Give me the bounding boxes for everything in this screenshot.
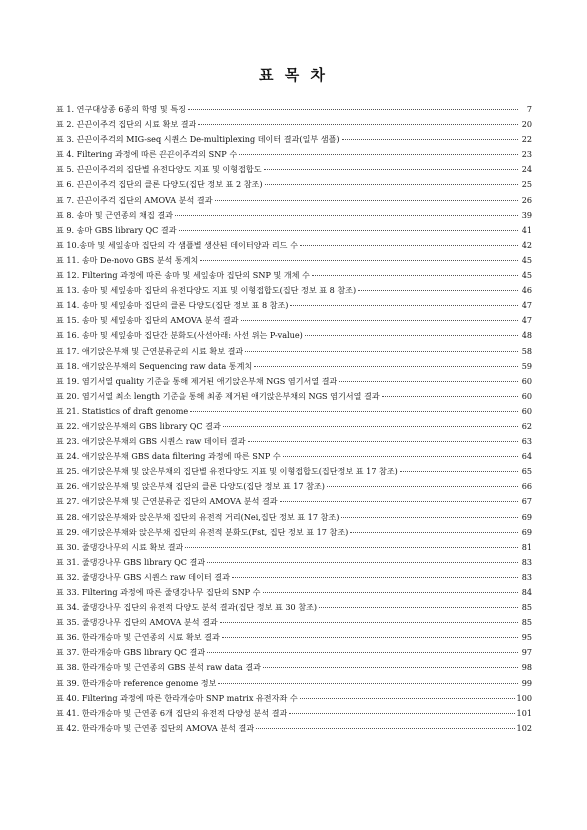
toc-entry-label: 표 29. 애기앉은부채와 앉은부채 집단의 유전적 분화도(Fst, 집단 정보 표 17 참조) [56, 526, 349, 537]
toc-entry-page-number: 45 [521, 254, 532, 265]
toc-entry-page-number: 42 [521, 239, 532, 250]
dot-leader [350, 532, 518, 533]
toc-entry-page-number: 97 [521, 647, 532, 658]
toc-entry-page-number: 25 [521, 179, 532, 190]
toc-entry-page-number: 60 [521, 390, 532, 401]
dot-leader [248, 441, 518, 442]
toc-entry-page-number: 67 [521, 496, 532, 507]
toc-entry-label: 표 34. 줄댕강나무 집단의 유전적 다양도 분석 결과(집단 정보 표 30 참조) [56, 602, 318, 613]
toc-entry-label: 표 22. 애기앉은부채의 GBS library QC 결과 [56, 420, 221, 431]
dot-leader [188, 109, 518, 110]
toc-entry-page-number: 46 [521, 285, 532, 296]
toc-entry [56, 193, 532, 208]
toc-entry-page-number: 99 [521, 677, 532, 688]
toc-entry [56, 238, 532, 253]
toc-entry-page-number: 100 [516, 692, 532, 703]
toc-entry-page-number: 59 [521, 360, 532, 371]
toc-entry [56, 691, 532, 706]
toc-entry-label: 표 20. 염기서열 최소 length 기준을 통해 최종 제거된 애기앉은부채의 NGS 염기서열 결과 [56, 390, 380, 401]
toc-entry-page-number: 26 [521, 194, 532, 205]
toc-entry-label: 표 36. 한라개승마 및 근연종의 시료 확보 결과 [56, 632, 220, 643]
toc-entry [56, 283, 532, 298]
toc-entry [56, 464, 532, 479]
toc-entry-page-number: 47 [521, 300, 532, 311]
toc-entry-page-number: 85 [521, 602, 532, 613]
dot-leader [207, 652, 518, 653]
toc-entry-label: 표 17. 애기앉은부채 및 근연분류군의 시료 확보 결과 [56, 345, 244, 356]
toc-entry [56, 313, 532, 328]
toc-entry-label: 표 15. 송마 및 세잎송마 집단의 AMOVA 분석 결과 [56, 315, 239, 326]
toc-entry-label: 표 33. Filtering 과정에 따른 줄댕강나무 집단의 SNP 수 [56, 587, 261, 597]
toc-entry [56, 117, 532, 132]
toc-entry-label: 표 6. 끈끈이주걱 집단의 클론 다양도(집단 정보 표 2 참조) [56, 179, 263, 190]
dot-leader [358, 290, 518, 291]
dot-leader [300, 245, 518, 246]
toc-entry [56, 615, 532, 630]
toc-entry-page-number: 101 [516, 707, 532, 718]
toc-entry [56, 645, 532, 660]
toc-entry-page-number: 24 [521, 164, 532, 175]
toc-entry-label: 표 3. 끈끈이주걱의 MIG-seq 시퀀스 De-multiplexing 데이터 결과(일부 샘플) [56, 134, 340, 145]
toc-entry-label: 표 32. 줄댕강나무 GBS 시퀀스 raw 데이터 결과 [56, 571, 230, 582]
dot-leader [198, 124, 518, 125]
dot-leader [319, 607, 518, 608]
toc-entry-page-number: 45 [521, 270, 532, 281]
toc-entry [56, 208, 532, 223]
dot-leader [190, 411, 518, 412]
dot-leader [239, 154, 518, 155]
toc-entry-page-number: 84 [521, 587, 532, 597]
dot-leader [185, 547, 518, 548]
toc-entry-label: 표 39. 한라개승마 reference genome 정보 [56, 677, 217, 688]
toc-entry [56, 434, 532, 449]
dot-leader [265, 184, 518, 185]
toc-entry-page-number: 69 [521, 526, 532, 537]
toc-entry-label: 표 13. 송마 및 세잎송마 집단의 유전다양도 지표 및 이형접합도(집단 정보 표 8 참조) [56, 285, 357, 296]
dot-leader [300, 698, 515, 699]
toc-entry-label: 표 16. 송마 및 세잎송마 집단간 분화도(사선아래: 사선 위는 P-value) [56, 330, 303, 341]
dot-leader [342, 139, 518, 140]
toc-entry-label: 표 19. 염기서열 quality 기준을 통해 제거된 애기앉은부채 NGS 염기서열 결과 [56, 375, 338, 386]
dot-leader [218, 683, 518, 684]
toc-entry [56, 268, 532, 283]
toc-entry [56, 162, 532, 177]
dot-leader [220, 622, 518, 623]
dot-leader [341, 517, 518, 518]
toc-entry [56, 706, 532, 721]
toc-entry-page-number: 22 [521, 134, 532, 145]
toc-entry-page-number: 98 [521, 662, 532, 673]
toc-entry [56, 570, 532, 585]
toc-entry [56, 389, 532, 404]
toc-entry-page-number: 81 [521, 541, 532, 552]
toc-entry-label: 표 30. 줄댕강나무의 시료 확보 결과 [56, 541, 184, 552]
toc-entry [56, 132, 532, 147]
toc-entry-page-number: 102 [516, 722, 532, 733]
dot-leader [215, 200, 518, 201]
dot-leader [305, 335, 518, 336]
toc-entry-page-number: 60 [521, 405, 532, 416]
toc-entry [56, 374, 532, 389]
toc-entry [56, 479, 532, 494]
toc-entry-page-number: 83 [521, 556, 532, 567]
dot-leader [280, 501, 518, 502]
toc-entry-label: 표 26. 애기앉은부채 및 앉은부채 집단의 클론 다양도(집단 정보 표 17 참조) [56, 481, 325, 492]
dot-leader [264, 169, 518, 170]
toc-entry [56, 253, 532, 268]
toc-entry-label: 표 10.송마 및 세잎송마 집단의 각 샘플별 생산된 데이터양과 리드 수 [56, 239, 298, 250]
toc-entry-page-number: 62 [521, 420, 532, 431]
dot-leader [175, 215, 518, 216]
toc-entry [56, 555, 532, 570]
dot-leader [207, 562, 518, 563]
dot-leader [263, 592, 519, 593]
toc-entry [56, 630, 532, 645]
toc-entry-page-number: 58 [521, 345, 532, 356]
toc-entry [56, 298, 532, 313]
toc-entry [56, 328, 532, 343]
toc-entry [56, 585, 532, 600]
dot-leader [283, 456, 518, 457]
dot-leader [339, 381, 518, 382]
toc-entry-label: 표 18. 애기앉은부채의 Sequencing raw data 통계치 [56, 360, 253, 371]
toc-entry [56, 359, 532, 374]
dot-leader [256, 728, 514, 729]
toc-entry-label: 표 23. 애기앉은부채의 GBS 시퀀스 raw 데이터 결과 [56, 436, 246, 447]
toc-entry-page-number: 69 [521, 511, 532, 522]
dot-leader [382, 396, 518, 397]
toc-entry-page-number: 41 [521, 224, 532, 235]
toc-entry [56, 404, 532, 419]
toc-entry-label: 표 35. 줄댕강나무 집단의 AMOVA 분석 결과 [56, 617, 218, 628]
dot-leader [200, 260, 518, 261]
toc-entry-label: 표 8. 송마 및 근연종의 채집 결과 [56, 209, 173, 220]
table-of-contents [56, 102, 532, 736]
toc-entry [56, 344, 532, 359]
dot-leader [327, 486, 518, 487]
toc-entry-page-number: 95 [521, 632, 532, 643]
toc-entry [56, 600, 532, 615]
dot-leader [312, 275, 518, 276]
dot-leader [290, 305, 518, 306]
toc-entry-label: 표 2. 끈끈이주걱 집단의 시료 확보 결과 [56, 119, 197, 130]
toc-entry [56, 721, 532, 736]
toc-entry-label: 표 40. Filtering 과정에 따른 한라개승마 SNP matrix 유전자좌 수 [56, 692, 298, 703]
toc-entry-page-number: 66 [521, 481, 532, 492]
toc-entry-label: 표 14. 송마 및 세잎송마 집단의 클론 다양도(집단 정보 표 8 참조) [56, 300, 289, 311]
dot-leader [222, 637, 518, 638]
toc-entry-label: 표 27. 애기앉은부채 및 근연분류군 집단의 AMOVA 분석 결과 [56, 496, 278, 507]
toc-entry-label: 표 4. Filtering 과정에 따른 끈끈이주걱의 SNP 수 [56, 149, 238, 160]
toc-entry-label: 표 7. 끈끈이주걱 집단의 AMOVA 분석 결과 [56, 194, 213, 205]
toc-entry [56, 102, 532, 117]
toc-entry [56, 449, 532, 464]
dot-leader [223, 426, 518, 427]
toc-entry [56, 676, 532, 691]
dot-leader [241, 320, 519, 321]
toc-entry [56, 147, 532, 162]
toc-entry-label: 표 5. 끈끈이주걱의 집단별 유전다양도 지표 및 이형접합도 [56, 164, 262, 175]
dot-leader [245, 351, 518, 352]
toc-entry-label: 표 42. 한라개승마 및 근연종 집단의 AMOVA 분석 결과 [56, 722, 255, 733]
toc-entry-label: 표 12. Filtering 과정에 따른 송마 및 세잎송마 집단의 SNP 및 개체 수 [56, 270, 310, 281]
toc-entry [56, 660, 532, 675]
toc-entry [56, 419, 532, 434]
toc-entry-page-number: 20 [521, 119, 532, 130]
toc-entry [56, 223, 532, 238]
dot-leader [400, 471, 518, 472]
toc-entry-page-number: 65 [521, 466, 532, 477]
toc-entry-label: 표 11. 송마 De-novo GBS 분석 통계치 [56, 254, 199, 265]
toc-entry-label: 표 25. 애기앉은부채 및 앉은부채의 집단별 유전다양도 지표 및 이형접합도(집단정보 표 17 참조) [56, 466, 398, 477]
toc-entry-label: 표 1. 연구대상종 6종의 학명 및 특징 [56, 104, 186, 114]
toc-entry-label: 표 9. 송마 GBS library QC 결과 [56, 224, 177, 235]
dot-leader [254, 366, 518, 367]
dot-leader [289, 713, 514, 714]
toc-entry-page-number: 64 [521, 451, 532, 462]
toc-entry-page-number: 39 [521, 209, 532, 220]
toc-entry-label: 표 21. Statistics of draft genome [56, 405, 189, 416]
toc-entry-page-number: 23 [521, 149, 532, 160]
toc-entry-page-number: 47 [521, 315, 532, 326]
toc-entry-page-number: 60 [521, 375, 532, 386]
toc-entry-label: 표 28. 애기앉은부채와 앉은부채 집단의 유전적 거리(Nei,집단 정보 표 17 참조) [56, 511, 340, 522]
toc-entry-page-number: 63 [521, 436, 532, 447]
toc-entry-label: 표 24. 애기앉은부채 GBS data filtering 과정에 따른 SNP 수 [56, 451, 281, 462]
dot-leader [179, 230, 518, 231]
toc-entry-label: 표 31. 줄댕강나무 GBS library QC 결과 [56, 556, 206, 567]
toc-entry-page-number: 7 [526, 104, 532, 114]
toc-entry [56, 510, 532, 525]
toc-entry [56, 540, 532, 555]
toc-entry-page-number: 83 [521, 571, 532, 582]
toc-entry [56, 177, 532, 192]
toc-entry-label: 표 38. 한라개승마 및 근연종의 GBS 분석 raw data 결과 [56, 662, 261, 673]
toc-entry [56, 525, 532, 540]
toc-entry-page-number: 48 [521, 330, 532, 341]
toc-entry-label: 표 41. 한라개승마 및 근연종 6개 집단의 유전적 다양성 분석 결과 [56, 707, 288, 718]
toc-entry-label: 표 37. 한라개승마 GBS library QC 결과 [56, 647, 206, 658]
toc-entry-page-number: 85 [521, 617, 532, 628]
dot-leader [263, 667, 518, 668]
dot-leader [232, 577, 518, 578]
page-title: 표 목 차 [259, 66, 328, 84]
toc-entry [56, 494, 532, 509]
